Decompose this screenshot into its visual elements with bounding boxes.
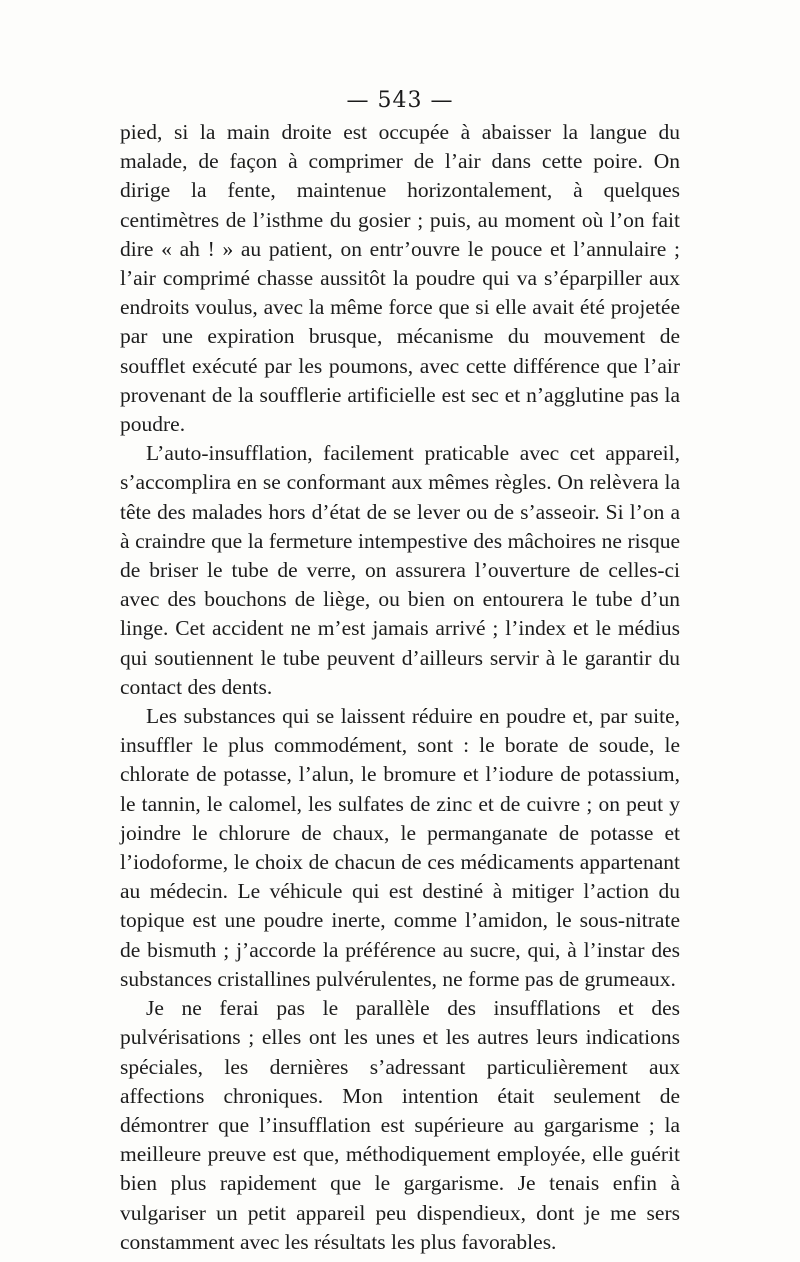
paragraph-2: L’auto-insufflation, facilement praticable avec cet appareil, s’accomplira en se conformant aux mêmes règles. On relèvera la tête des malades hors d’état de se lever ou de s’asseoir. Si l’on a à craindre que la fermeture intempestive des mâchoires ne risque de briser le tube de verre, on assurera l’ouverture de celles-ci avec des bouchons de liège, ou bien on entourera le tube d’un linge. Cet accident ne m’est jamais arrivé ; l’index et le médius qui soutiennent le tube peuvent d’ailleurs servir à le garantir du contact des dents. xyxy=(120,441,680,699)
page-number: — 543 — xyxy=(346,88,454,113)
paragraph-1: pied, si la main droite est occupée à abaisser la langue du malade, de façon à comprimer de l’air dans cette poire. On dirige la fente, maintenue horizontalement, à quelques centimètres de l’isthme du gosier ; puis, au moment où l’on fait dire « ah ! » au patient, on entr’ouvre le pouce et l’annulaire ; l’air comprimé chasse aussitôt la poudre qui va s’éparpiller aux endroits voulus, avec la même force que si elle avait été projetée par une expiration brusque, mécanisme du mouvement de soufflet exécuté par les poumons, avec cette différence que l’air provenant de la soufflerie artificielle est sec et n’agglutine pas la poudre. xyxy=(120,120,680,437)
paragraph-3: Les substances qui se laissent réduire en poudre et, par suite, insuffler le plus commodément, sont : le borate de soude, le chlorate de potasse, l’alun, le bromure et l’iodure de potassium, le tannin, le calomel, les sulfates de zinc et de cuivre ; on peut y joindre le chlorure de chaux, le permanganate de potasse et l’iodoforme, le choix de chacun de ces médicaments appartenant au médecin. Le véhicule qui est destiné à mitiger l’action du topique est une poudre inerte, comme l’amidon, le sous-nitrate de bismuth ; j’accorde la préférence au sucre, qui, à l’instar des substances cristallines pulvérulentes, ne forme pas de grumeaux. xyxy=(120,704,680,991)
paragraph-4: Je ne ferai pas le parallèle des insufflations et des pulvérisations ; elles ont les unes et les autres leurs indications spéciales, les dernières s’adressant particulièrement aux affections chroniques. Mon intention était seulement de démontrer que l’insufflation est supérieure au gargarisme ; la meilleure preuve est que, méthodiquement employée, elle guérit bien plus rapidement que le gargarisme. Je tenais enfin à vulgariser un petit appareil peu dispendieux, dont je me sers constamment avec les résultats les plus favorables. xyxy=(120,996,680,1254)
body-text xyxy=(120,118,680,1257)
